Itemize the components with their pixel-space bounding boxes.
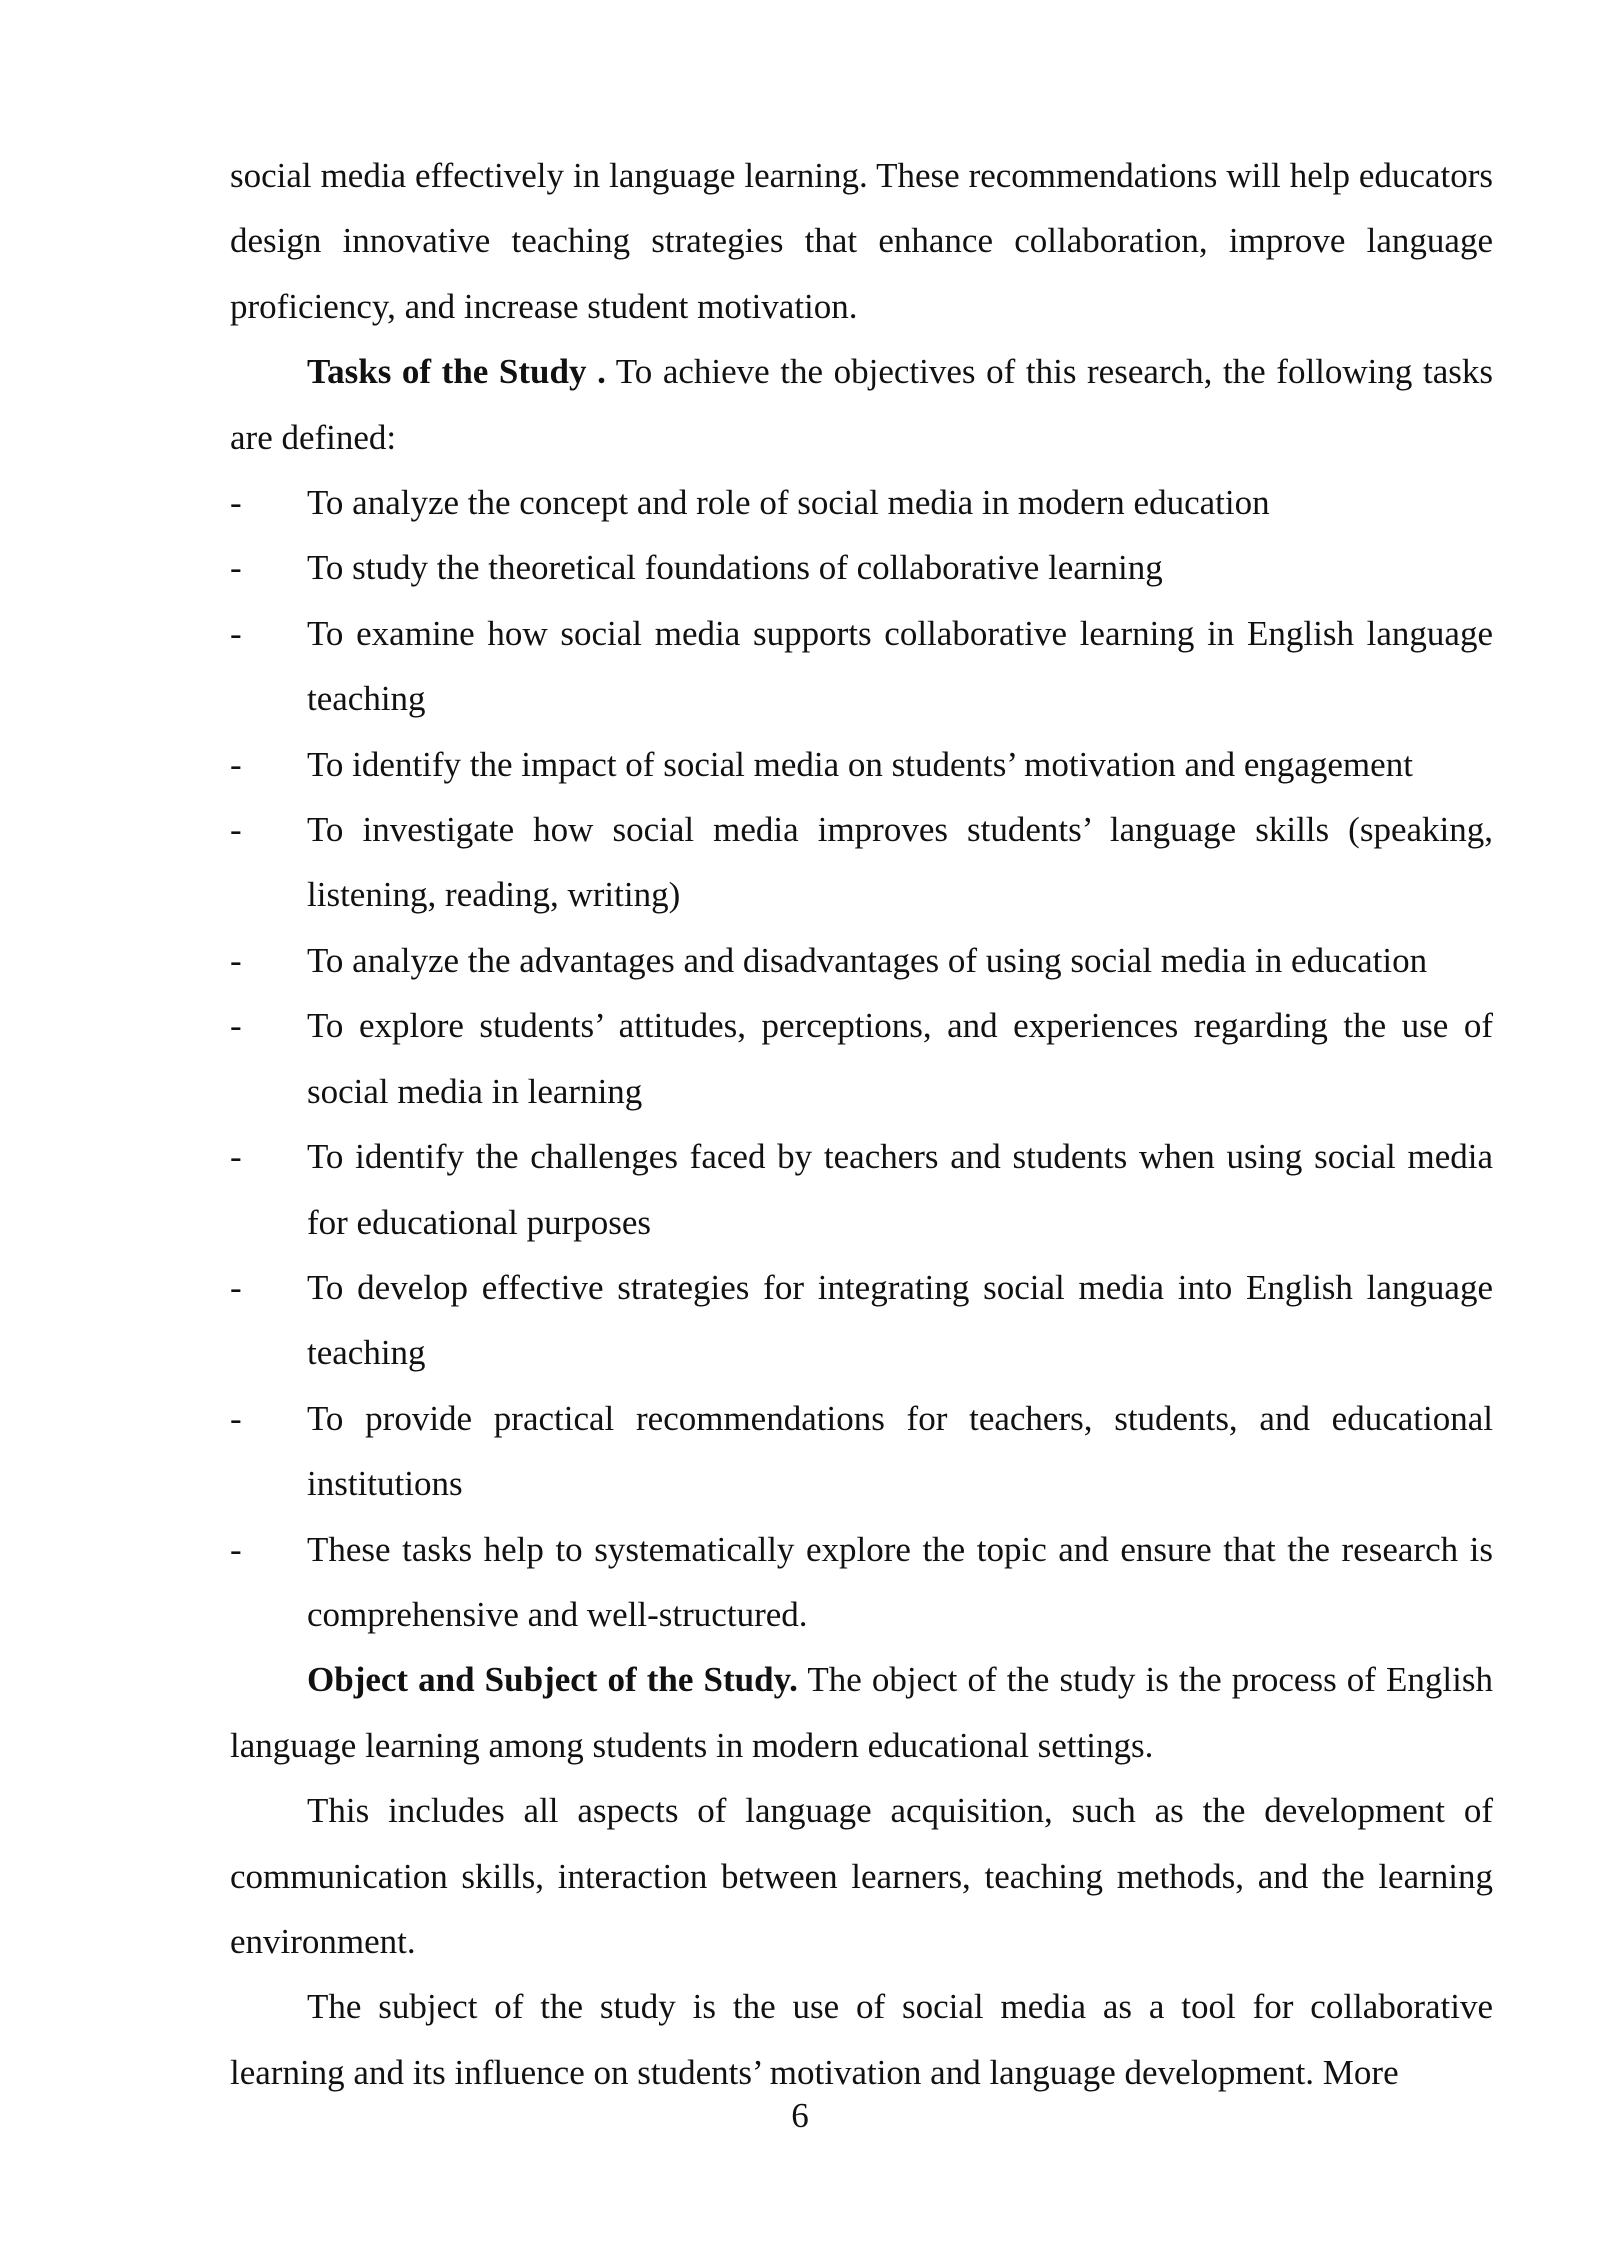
bullet-dash: - — [230, 1006, 242, 1046]
task-item-text: To develop effective strategies for integrating social media into English language teaching — [307, 1267, 1493, 1373]
tasks-paragraph — [230, 339, 1493, 470]
bullet-dash: - — [230, 1267, 242, 1307]
task-item-text: To identify the impact of social media on students’ motivation and engagement — [307, 744, 1413, 784]
task-item — [230, 1124, 1493, 1255]
task-item — [230, 928, 1493, 993]
task-item — [230, 1517, 1493, 1648]
task-item-text: These tasks help to systematically explore the topic and ensure that the research is comprehensive and well-structured. — [307, 1529, 1493, 1634]
object-heading: Object and Subject of the Study. — [307, 1660, 798, 1700]
task-item — [230, 1386, 1493, 1517]
task-item — [230, 797, 1493, 928]
bullet-dash: - — [230, 1398, 242, 1438]
subject-paragraph: The subject of the study is the use of social media as a tool for collaborative learning and its influence on students’ motivation and language development. More — [230, 1987, 1493, 2092]
tasks-intro-text: To achieve the objectives of this research, the following tasks are defined: — [230, 352, 1493, 457]
task-item-text: To provide practical recommendations for teachers, students, and educational institutions — [307, 1398, 1493, 1504]
bullet-dash: - — [230, 1529, 242, 1569]
bullet-dash: - — [230, 940, 242, 980]
task-item-text: To analyze the concept and role of social media in modern education — [307, 483, 1270, 523]
task-item — [230, 601, 1493, 732]
task-item-text: To investigate how social media improves students’ language skills (speaking, listening, reading, writing) — [307, 810, 1493, 915]
object-text: The object of the study is the process of English language learning among students in modern educational settings. — [230, 1660, 1493, 1765]
task-item-text: To analyze the advantages and disadvantages of using social media in education — [307, 940, 1428, 980]
bullet-dash: - — [230, 810, 242, 850]
page-body — [230, 143, 1493, 2105]
tasks-list — [230, 470, 1493, 1647]
intro-paragraph: social media effectively in language learning. These recommendations will help educators design innovative teaching strategies that enhance collaboration, improve language proficiency, and increase student motivation. — [230, 156, 1493, 326]
page-number: 6 — [791, 2096, 809, 2135]
task-item — [230, 535, 1493, 600]
tasks-heading: Tasks of the Study . — [307, 352, 606, 392]
task-item-text: To examine how social media supports collaborative learning in English language teaching — [307, 613, 1493, 719]
aspects-paragraph: This includes all aspects of language acquisition, such as the development of communication skills, interaction between learners, teaching methods, and the learning environment. — [230, 1791, 1493, 1961]
task-item-text: To identify the challenges faced by teachers and students when using social media for educational purposes — [307, 1137, 1493, 1242]
task-item-text: To explore students’ attitudes, perceptions, and experiences regarding the use of social media in learning — [307, 1006, 1493, 1111]
bullet-dash: - — [230, 1137, 242, 1177]
bullet-dash: - — [230, 548, 242, 588]
object-paragraph — [230, 1647, 1493, 1778]
bullet-dash: - — [230, 613, 242, 653]
task-item — [230, 1255, 1493, 1386]
task-item — [230, 732, 1493, 797]
task-item — [230, 993, 1493, 1124]
bullet-dash: - — [230, 483, 242, 523]
bullet-dash: - — [230, 744, 242, 784]
task-item — [230, 470, 1493, 535]
task-item-text: To study the theoretical foundations of collaborative learning — [307, 548, 1163, 588]
